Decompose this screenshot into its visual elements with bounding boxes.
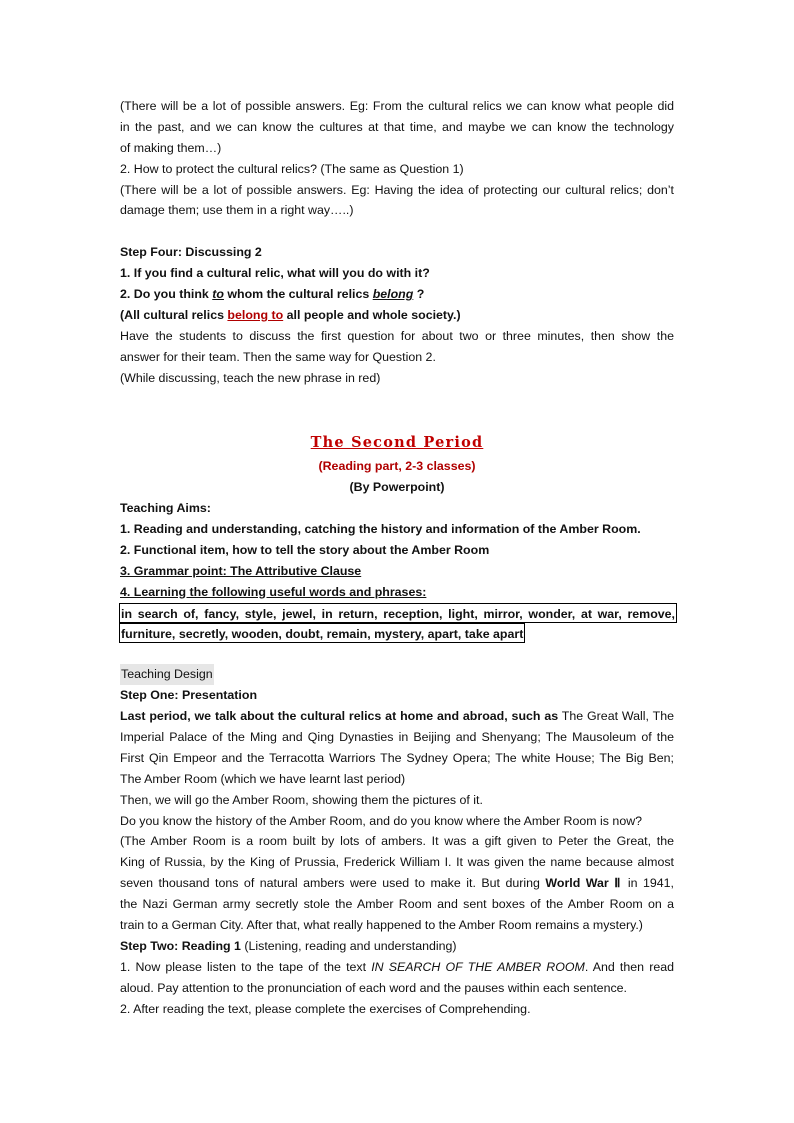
aim-1: 1. Reading and understanding, catching the history and information of the Amber Room. (120, 521, 641, 536)
aim-4: 4. Learning the following useful words and phrases: (120, 584, 427, 599)
text-title: IN SEARCH OF THE AMBER ROOM (371, 959, 585, 974)
discussion-question-2: 2. Do you think to whom the cultural relics belong ? (120, 287, 425, 302)
presentation-line: First Qin Empeor and the Terracotta Warriors The Sydney Opera; The white House; The Big Ben; (120, 750, 674, 765)
presentation-line: Then, we will go the Amber Room, showing them the pictures of it. (120, 792, 483, 807)
amber-room-history-line: King of Russia, by the King of Prussia, Frederick William I. It was given the name because almost (120, 855, 674, 870)
answer-paragraph-1-line: in the past, and we can know the cultures at that time, and maybe we can know the technology (120, 119, 674, 134)
step-two-heading: Step Two: Reading 1 (Listening, reading and understanding) (120, 938, 457, 953)
presentation-line: Last period, we talk about the cultural relics at home and abroad, such as The Great Wall, The (120, 709, 674, 724)
aim-3: 3. Grammar point: The Attributive Clause (120, 563, 362, 578)
amber-room-history-line: train to a German City. After that, what really happened to the Amber Room remains a mystery.) (120, 917, 643, 932)
emphasis-belong: belong (372, 287, 414, 302)
reading-instruction-line: aloud. Pay attention to the pronunciation of each word and the pauses within each sentence. (120, 980, 627, 995)
answer-paragraph-1-line: (There will be a lot of possible answers. Eg: From the cultural relics we can know what people did (120, 99, 674, 113)
vocabulary-box-line: furniture, secretly, wooden, doubt, remain, mystery, apart, take apart (119, 623, 525, 643)
answer-paragraph-1-line: of making them…) (120, 140, 222, 155)
vocabulary-box-line: in search of, fancy, style, jewel, in return, reception, light, mirror, wonder, at war, remove, (119, 603, 677, 623)
amber-room-history-line: the Nazi German army secretly stole the Amber Room and sent boxes of the Amber Room on a (120, 897, 674, 912)
discussion-note: (While discussing, teach the new phrase in red) (120, 370, 381, 385)
teaching-aims-heading: Teaching Aims: (120, 501, 211, 516)
reading-instruction-line: 2. After reading the text, please complete the exercises of Comprehending. (120, 1001, 531, 1016)
discussion-answer: (All cultural relics belong to all people and whole society.) (120, 307, 461, 322)
presentation-line: The Amber Room (which we have learnt last period) (120, 771, 406, 786)
presentation-line: Imperial Palace of the Ming and Qing Dynasties in Beijing and Shenyang; The Mausoleum of the (120, 729, 674, 744)
reading-instruction-line: 1. Now please listen to the tape of the text IN SEARCH OF THE AMBER ROOM. And then read (120, 959, 674, 974)
world-war-term: World War Ⅱ (545, 876, 623, 891)
emphasis-to: to (212, 287, 224, 302)
period-title: The Second Period (310, 434, 484, 452)
discussion-instruction-line: answer for their team. Then the same way for Question 2. (120, 349, 436, 364)
amber-room-history-line: (The Amber Room is a room built by lots of ambers. It was a gift given to Peter the Great, the (120, 834, 674, 849)
period-method: (By Powerpoint) (349, 480, 445, 495)
aim-2: 2. Functional item, how to tell the story about the Amber Room (120, 542, 490, 557)
answer-paragraph-2-line: damage them; use them in a right way…..) (120, 203, 354, 218)
discussion-question-1: 1. If you find a cultural relic, what will you do with it? (120, 266, 430, 281)
step-four-heading: Step Four: Discussing 2 (120, 245, 262, 260)
teaching-design-heading: Teaching Design (120, 664, 674, 685)
answer-paragraph-2-line: (There will be a lot of possible answers. Eg: Having the idea of protecting our cultural relics; don’t (120, 182, 674, 197)
new-phrase-belong-to: belong to (227, 307, 284, 322)
discussion-instruction-line: Have the students to discuss the first question for about two or three minutes, then show the (120, 328, 674, 343)
amber-room-history-line: seven thousand tons of natural ambers were used to make it. But during World War Ⅱ in 1941, (120, 876, 674, 891)
presentation-question: Do you know the history of the Amber Room, and do you know where the Amber Room is now? (120, 813, 643, 828)
period-subtitle: (Reading part, 2-3 classes) (318, 459, 476, 474)
step-one-heading: Step One: Presentation (120, 688, 258, 703)
document-page (120, 96, 674, 1019)
question-2: 2. How to protect the cultural relics? (The same as Question 1) (120, 161, 464, 176)
